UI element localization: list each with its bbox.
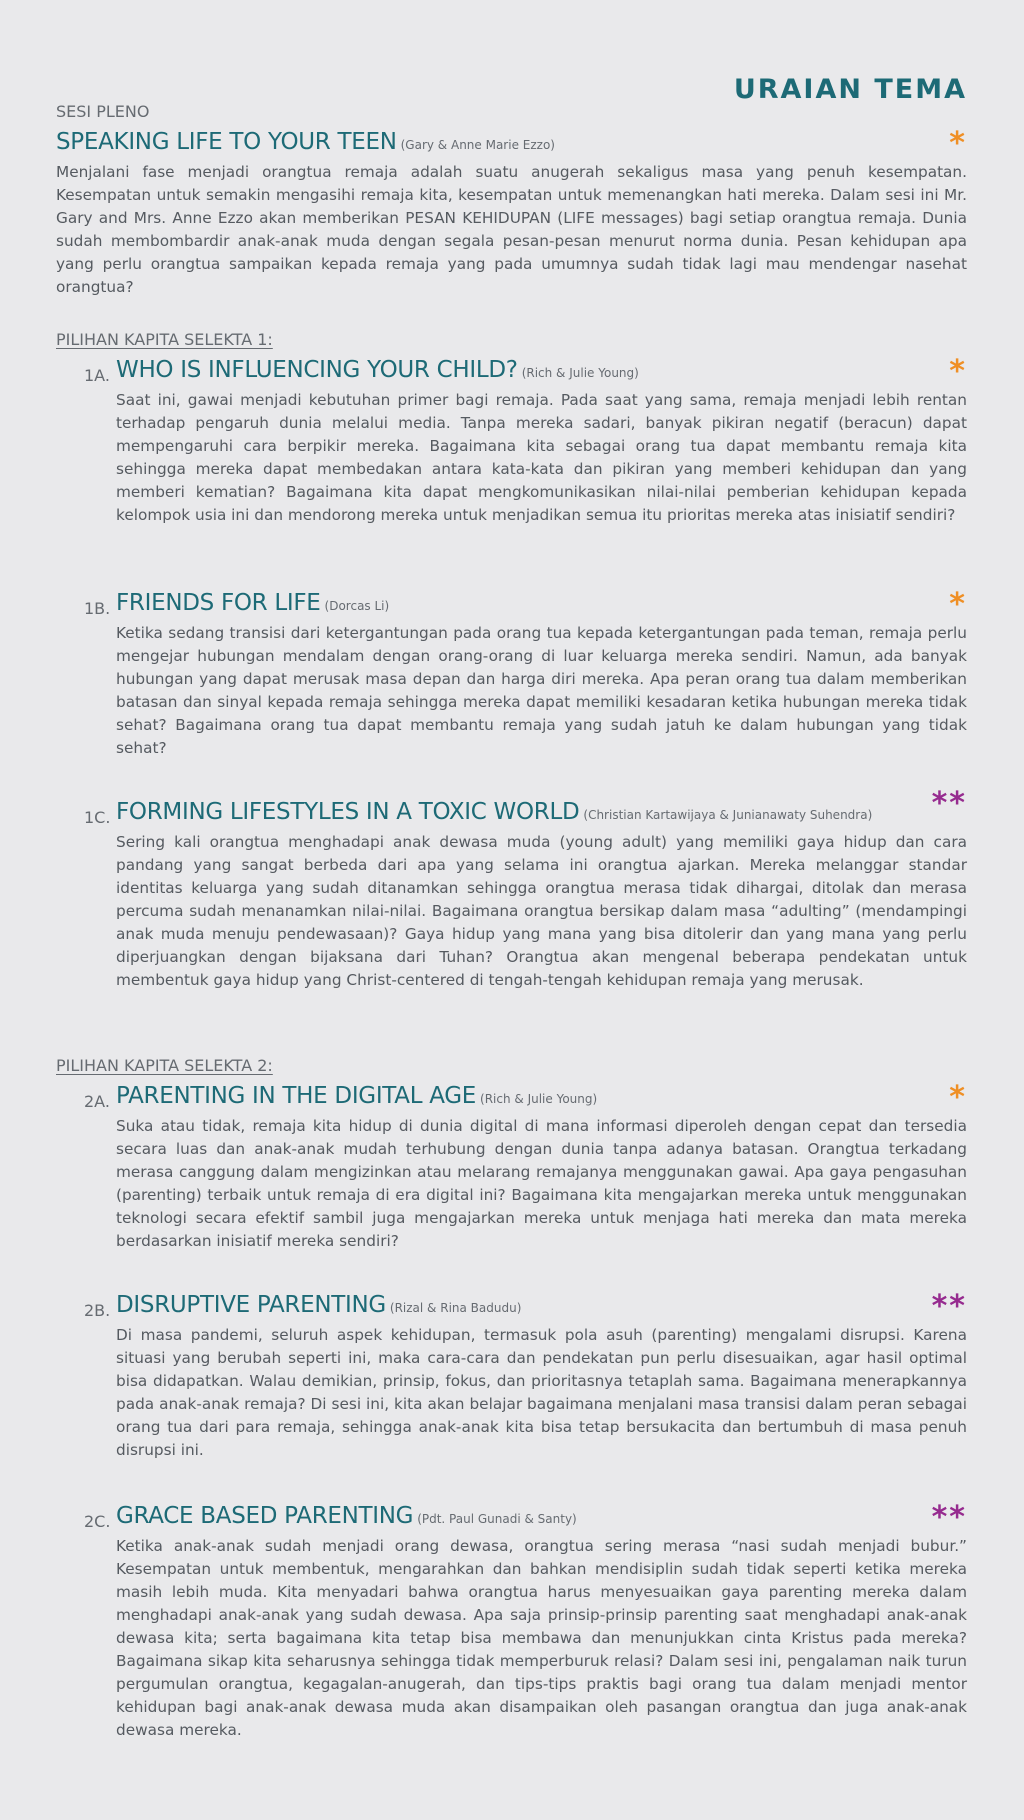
difficulty-star-icon: *	[949, 1080, 967, 1115]
section-label-selekta-1: PILIHAN KAPITA SELEKTA 1:	[56, 330, 273, 349]
session-description: Suka atau tidak, remaja kita hidup di dunia digital di mana informasi diperoleh dengan cepat dan tersedia secara luas dan anak-anak mudah terhubung dengan dunia tanpa adanya batasan. Orangtua terkadang merasa canggung dalam mengizinkan atau melarang remajanya menggunakan gawai. Apa gaya pengasuhan (parenting) terbaik untuk remaja di era digital ini? Bagaimana kita mengajarkan mereka untuk menggunakan teknologi secara efektif sambil juga mengajarkan mereka untuk menjaga hati mereka dan mata mereka berdasarkan inisiatif mereka sendiri?	[116, 1117, 967, 1250]
page-title: URAIAN TEMA	[733, 74, 967, 105]
session-title: SPEAKING LIFE TO YOUR TEEN	[56, 129, 397, 155]
session-title-line	[84, 786, 967, 829]
session-2a	[84, 1080, 967, 1253]
section-label-selekta-2: PILIHAN KAPITA SELEKTA 2:	[56, 1056, 273, 1075]
session-speakers: (Christian Kartawijaya & Junianawaty Suhendra)	[583, 808, 873, 822]
session-title: PARENTING IN THE DIGITAL AGE	[116, 1083, 477, 1109]
session-title: GRACE BASED PARENTING	[116, 1503, 414, 1529]
session-speakers: (Rich & Julie Young)	[521, 366, 639, 380]
session-title: WHO IS INFLUENCING YOUR CHILD?	[116, 357, 518, 383]
session-title: FORMING LIFESTYLES IN A TOXIC WORLD	[116, 799, 580, 825]
session-title: FRIENDS FOR LIFE	[116, 590, 321, 616]
session-title-line	[84, 1289, 967, 1324]
difficulty-star-icon: **	[931, 786, 967, 821]
session-2b	[84, 1289, 967, 1462]
session-speakers: (Gary & Anne Marie Ezzo)	[400, 138, 555, 152]
session-description: Saat ini, gawai menjadi kebutuhan primer bagi remaja. Pada saat yang sama, remaja menjadi lebih rentan terhadap pengaruh dunia melalui media. Tanpa mereka sadari, banyak pikiran negatif (beracun) dapat mempengaruhi cara berpikir mereka. Bagaimana kita sebagai orang tua dapat membantu remaja kita sehingga mereka dapat membedakan antara kata-kata dan pikiran yang memberi kehidupan dan yang memberi kematian? Bagaimana kita dapat mengkomunikasikan nilai-nilai pemberian kehidupan kepada kelompok usia ini dan mendorong mereka untuk menjadikan semua itu prioritas mereka atas inisiatif sendiri?	[116, 391, 967, 524]
session-description: Menjalani fase menjadi orangtua remaja adalah suatu anugerah sekaligus masa yang penuh kesempatan. Kesempatan untuk semakin mengasihi remaja kita, kesempatan untuk memenangkan hati mereka. Dalam sesi ini Mr. Gary and Mrs. Anne Ezzo akan memberikan PESAN KEHIDUPAN (LIFE messages) bagi setiap orangtua remaja. Dunia sudah membombardir anak-anak muda dengan segala pesan-pesan menurut norma dunia. Pesan kehidupan apa yang perlu orangtua sampaikan kepada remaja yang pada umumnya sudah tidak lagi mau mendengar nasehat orangtua?	[56, 163, 967, 296]
session-title-line	[56, 126, 967, 161]
session-code: 2A.	[84, 1092, 110, 1111]
session-pleno	[56, 126, 967, 299]
difficulty-star-icon: **	[931, 1500, 967, 1535]
difficulty-star-icon: **	[931, 1289, 967, 1324]
session-description: Di masa pandemi, seluruh aspek kehidupan, termasuk pola asuh (parenting) mengalami disrupsi. Karena situasi yang berubah seperti ini, maka cara-cara dan pendekatan pun perlu disesuaikan, agar hasil optimal bisa didapatkan. Walau demikian, prinsip, fokus, dan prioritasnya tetaplah sama. Bagaimana menerapkannya pada anak-anak remaja? Di sesi ini, kita akan belajar bagaimana menjalani masa transisi dalam peran sebagai orang tua dari para remaja, sehingga anak-anak kita bisa tetap bersukacita dan bertumbuh di masa penuh disrupsi ini.	[116, 1326, 967, 1459]
session-title-line	[84, 354, 967, 389]
difficulty-star-icon: *	[949, 354, 967, 389]
session-code: 1B.	[84, 599, 111, 618]
session-code: 2B.	[84, 1301, 111, 1320]
session-title-line	[84, 1080, 967, 1115]
session-2c	[84, 1500, 967, 1742]
session-description: Ketika anak-anak sudah menjadi orang dewasa, orangtua sering merasa “nasi sudah menjadi bubur.” Kesempatan untuk membentuk, mengarahkan dan bahkan mendisiplin sudah tidak seperti ketika mereka masih lebih muda. Kita menyadari bahwa orangtua harus menyesuaikan gaya parenting mereka dalam menghadapi anak-anak yang sudah dewasa. Apa saja prinsip-prinsip parenting saat menghadapi anak-anak dewasa kita; serta bagaimana kita tetap bisa membawa dan menunjukkan cinta Kristus pada mereka? Bagaimana sikap kita seharusnya sehingga tidak memperburuk relasi? Dalam sesi ini, pengalaman naik turun pergumulan orangtua, kegagalan-anugerah, dan tips-tips praktis bagi orang tua dalam menjadi mentor kehidupan bagi anak-anak dewasa muda akan disampaikan oleh pasangan orangtua dan juga anak-anak dewasa mereka.	[116, 1537, 967, 1739]
session-speakers: (Dorcas Li)	[324, 599, 390, 613]
session-code: 1C.	[84, 808, 111, 827]
session-1b	[84, 587, 967, 760]
difficulty-star-icon: *	[949, 587, 967, 622]
session-description: Sering kali orangtua menghadapi anak dewasa muda (young adult) yang memiliki gaya hidup dan cara pandang yang sangat berbeda dari apa yang selama ini orangtua ajarkan. Mereka melanggar standar identitas keluarga yang sudah ditanamkan sehingga orangtua merasa tidak dihargai, ditolak dan merasa percuma sudah menanamkan nilai-nilai. Bagaimana orangtua bersikap dalam masa “adulting” (mendampingi anak muda menuju pendewasaan)? Gaya hidup yang mana yang bisa ditolerir dan yang mana yang perlu diperjuangkan dengan bijaksana dari Tuhan? Orangtua akan mengenal beberapa pendekatan untuk membentuk gaya hidup yang Christ-centered di tengah-tengah kehidupan remaja yang merusak.	[116, 833, 967, 989]
session-title-line	[84, 1500, 967, 1535]
session-code: 2C.	[84, 1512, 111, 1531]
session-1c	[84, 786, 967, 992]
session-speakers: (Rich & Julie Young)	[480, 1092, 598, 1106]
session-code: 1A.	[84, 366, 110, 385]
session-title-line	[84, 587, 967, 622]
session-speakers: (Rizal & Rina Badudu)	[389, 1301, 522, 1315]
session-speakers: (Pdt. Paul Gunadi & Santy)	[417, 1512, 577, 1526]
difficulty-star-icon: *	[949, 126, 967, 161]
section-label-pleno: SESI PLENO	[56, 102, 150, 121]
session-description: Ketika sedang transisi dari ketergantungan pada orang tua kepada ketergantungan pada teman, remaja perlu mengejar hubungan mendalam dengan orang-orang di luar keluarga mereka sendiri. Namun, ada banyak hubungan yang dapat merusak masa depan dan harga diri mereka. Apa peran orang tua dalam memberikan batasan dan sinyal kepada remaja sehingga mereka dapat memiliki kesadaran ketika hubungan mereka tidak sehat? Bagaimana orang tua dapat membantu remaja yang sudah jatuh ke dalam hubungan yang tidak sehat?	[116, 624, 967, 757]
session-1a	[84, 354, 967, 527]
session-title: DISRUPTIVE PARENTING	[116, 1292, 386, 1318]
